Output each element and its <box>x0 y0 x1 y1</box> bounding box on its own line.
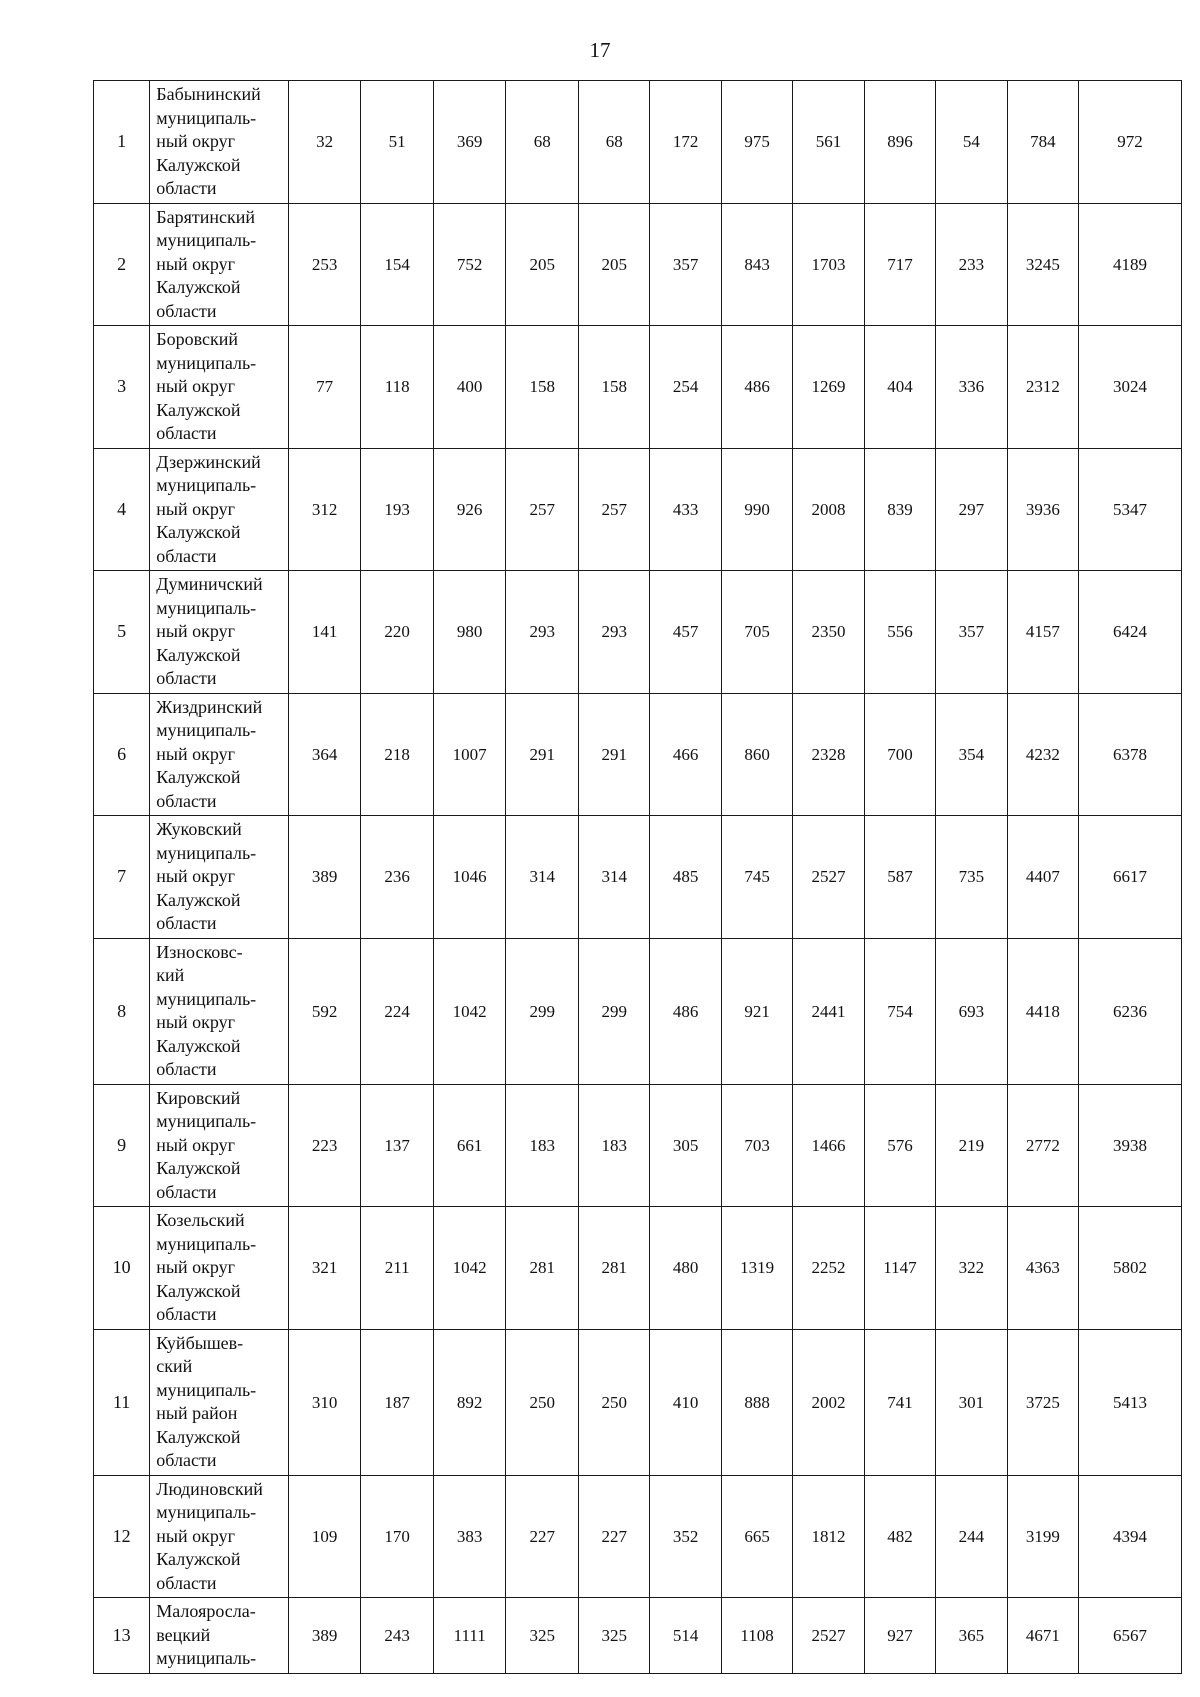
municipality-name-line: области <box>156 913 217 933</box>
value-cell: 3725 <box>1007 1329 1078 1475</box>
value-cell: 2350 <box>793 571 864 694</box>
value-cell: 3938 <box>1079 1084 1182 1207</box>
municipality-name-cell <box>150 571 289 694</box>
value-cell: 665 <box>721 1475 792 1598</box>
row-number-cell: 1 <box>94 81 150 204</box>
value-cell: 118 <box>361 326 434 449</box>
value-cell: 293 <box>506 571 579 694</box>
value-cell: 1703 <box>793 203 864 326</box>
municipality-name-cell <box>150 693 289 816</box>
row-number-cell: 8 <box>94 938 150 1084</box>
value-cell: 926 <box>433 448 506 571</box>
value-cell: 322 <box>936 1207 1007 1330</box>
data-table <box>93 80 1182 1674</box>
value-cell: 4157 <box>1007 571 1078 694</box>
value-cell: 4394 <box>1079 1475 1182 1598</box>
value-cell: 314 <box>578 816 649 939</box>
value-cell: 3199 <box>1007 1475 1078 1598</box>
value-cell: 141 <box>288 571 361 694</box>
municipality-name-line: муниципаль- <box>156 1502 257 1522</box>
value-cell: 223 <box>288 1084 361 1207</box>
value-cell: 735 <box>936 816 1007 939</box>
value-cell: 1042 <box>433 938 506 1084</box>
municipality-name-line: области <box>156 300 217 321</box>
value-cell: 281 <box>506 1207 579 1330</box>
value-cell: 2527 <box>793 816 864 939</box>
value-cell: 68 <box>578 81 649 204</box>
municipality-name-line: области <box>156 423 217 443</box>
value-cell: 839 <box>864 448 935 571</box>
row-number-cell: 4 <box>94 448 150 571</box>
value-cell: 310 <box>288 1329 361 1475</box>
value-cell: 741 <box>864 1329 935 1475</box>
municipality-name-line: Жуковский <box>156 819 242 839</box>
value-cell: 314 <box>506 816 579 939</box>
value-cell: 1046 <box>433 816 506 939</box>
municipality-name-line: области <box>156 178 217 198</box>
value-cell: 888 <box>721 1329 792 1475</box>
municipality-name-line: Калужской <box>156 1035 241 1056</box>
municipality-name-line: муниципаль- <box>156 107 257 128</box>
municipality-name-line: Калужской <box>156 889 241 910</box>
value-cell: 293 <box>578 571 649 694</box>
municipality-name-line: ный округ <box>156 253 236 274</box>
value-cell: 2772 <box>1007 1084 1078 1207</box>
municipality-name-line: Дзержинский <box>156 451 261 472</box>
value-cell: 183 <box>506 1084 579 1207</box>
municipality-name-line: ный округ <box>156 1134 236 1155</box>
table-row <box>94 1598 1182 1674</box>
row-number-cell: 11 <box>94 1329 150 1475</box>
value-cell: 299 <box>506 938 579 1084</box>
value-cell: 364 <box>288 693 361 816</box>
value-cell: 227 <box>506 1475 579 1598</box>
table-row <box>94 1207 1182 1330</box>
value-cell: 2441 <box>793 938 864 1084</box>
municipality-name-cell <box>150 1084 289 1207</box>
table-row <box>94 448 1182 571</box>
value-cell: 1269 <box>793 326 864 449</box>
value-cell: 1007 <box>433 693 506 816</box>
value-cell: 587 <box>864 816 935 939</box>
value-cell: 312 <box>288 448 361 571</box>
value-cell: 205 <box>578 203 649 326</box>
table-row <box>94 1329 1182 1475</box>
row-number-cell: 3 <box>94 326 150 449</box>
municipality-name-line: муниципаль- <box>156 352 257 373</box>
municipality-name-line: Калужской <box>156 522 241 542</box>
value-cell: 1111 <box>433 1598 506 1674</box>
municipality-name-line: Калужской <box>156 277 241 297</box>
value-cell: 257 <box>506 448 579 571</box>
municipality-name-line: Калужской <box>156 767 241 787</box>
value-cell: 187 <box>361 1329 434 1475</box>
municipality-name-cell <box>150 938 289 1084</box>
value-cell: 154 <box>361 203 434 326</box>
value-cell: 297 <box>936 448 1007 571</box>
value-cell: 5347 <box>1079 448 1182 571</box>
value-cell: 299 <box>578 938 649 1084</box>
value-cell: 365 <box>936 1598 1007 1674</box>
value-cell: 3936 <box>1007 448 1078 571</box>
table-row <box>94 203 1182 326</box>
value-cell: 717 <box>864 203 935 326</box>
municipality-name-line: Калужской <box>156 1280 241 1301</box>
value-cell: 5413 <box>1079 1329 1182 1475</box>
value-cell: 485 <box>650 816 721 939</box>
value-cell: 1147 <box>864 1207 935 1330</box>
municipality-name-cell <box>150 1475 289 1598</box>
municipality-name-line: Калужской <box>156 644 241 665</box>
row-number-cell: 10 <box>94 1207 150 1330</box>
value-cell: 170 <box>361 1475 434 1598</box>
value-cell: 990 <box>721 448 792 571</box>
value-cell: 77 <box>288 326 361 449</box>
municipality-name-line: ный округ <box>156 866 236 886</box>
value-cell: 3024 <box>1079 326 1182 449</box>
municipality-name-line: Износковс- <box>156 941 243 962</box>
table-body <box>94 81 1182 1674</box>
value-cell: 2002 <box>793 1329 864 1475</box>
value-cell: 218 <box>361 693 434 816</box>
municipality-name-line: Калужской <box>156 1158 241 1178</box>
row-number-cell: 6 <box>94 693 150 816</box>
municipality-name-line: области <box>156 790 217 811</box>
value-cell: 927 <box>864 1598 935 1674</box>
row-number-cell: 12 <box>94 1475 150 1598</box>
value-cell: 211 <box>361 1207 434 1330</box>
value-cell: 227 <box>578 1475 649 1598</box>
municipality-name-line: области <box>156 668 217 688</box>
municipality-name-line: муниципаль- <box>156 1233 257 1254</box>
value-cell: 754 <box>864 938 935 1084</box>
value-cell: 291 <box>578 693 649 816</box>
municipality-name-cell <box>150 1598 289 1674</box>
value-cell: 321 <box>288 1207 361 1330</box>
value-cell: 693 <box>936 938 1007 1084</box>
value-cell: 357 <box>936 571 1007 694</box>
value-cell: 745 <box>721 816 792 939</box>
value-cell: 892 <box>433 1329 506 1475</box>
value-cell: 1466 <box>793 1084 864 1207</box>
value-cell: 4671 <box>1007 1598 1078 1674</box>
page-number: 17 <box>589 38 611 62</box>
municipality-name-line: муниципаль- <box>156 597 257 618</box>
value-cell: 700 <box>864 693 935 816</box>
value-cell: 183 <box>578 1084 649 1207</box>
value-cell: 383 <box>433 1475 506 1598</box>
value-cell: 253 <box>288 203 361 326</box>
value-cell: 2008 <box>793 448 864 571</box>
municipality-name-line: области <box>156 1181 217 1202</box>
municipality-name-line: области <box>156 1450 217 1470</box>
table-row <box>94 1084 1182 1207</box>
value-cell: 224 <box>361 938 434 1084</box>
municipality-name-line: ный округ <box>156 498 236 519</box>
table-row <box>94 1475 1182 1598</box>
value-cell: 4232 <box>1007 693 1078 816</box>
municipality-name-line: Боровский <box>156 329 239 349</box>
municipality-name-line: муниципаль- <box>156 1648 257 1668</box>
value-cell: 486 <box>650 938 721 1084</box>
municipality-name-line: ный округ <box>156 1257 236 1277</box>
value-cell: 410 <box>650 1329 721 1475</box>
value-cell: 281 <box>578 1207 649 1330</box>
value-cell: 6424 <box>1079 571 1182 694</box>
value-cell: 137 <box>361 1084 434 1207</box>
municipality-name-line: муниципаль- <box>156 720 257 740</box>
value-cell: 325 <box>506 1598 579 1674</box>
value-cell: 556 <box>864 571 935 694</box>
value-cell: 980 <box>433 571 506 694</box>
value-cell: 4189 <box>1079 203 1182 326</box>
municipality-name-line: ный округ <box>156 1012 236 1032</box>
municipality-name-line: Козельский <box>156 1210 245 1230</box>
value-cell: 291 <box>506 693 579 816</box>
value-cell: 896 <box>864 81 935 204</box>
municipality-name-cell <box>150 1329 289 1475</box>
value-cell: 352 <box>650 1475 721 1598</box>
value-cell: 972 <box>1079 81 1182 204</box>
municipality-name-cell <box>150 326 289 449</box>
municipality-name-line: Барятинский <box>156 206 256 227</box>
value-cell: 4418 <box>1007 938 1078 1084</box>
value-cell: 921 <box>721 938 792 1084</box>
municipality-name-line: ный округ <box>156 376 236 396</box>
value-cell: 389 <box>288 1598 361 1674</box>
value-cell: 4363 <box>1007 1207 1078 1330</box>
value-cell: 1812 <box>793 1475 864 1598</box>
value-cell: 1319 <box>721 1207 792 1330</box>
municipality-name-line: Калужской <box>156 1426 241 1447</box>
value-cell: 576 <box>864 1084 935 1207</box>
value-cell: 5802 <box>1079 1207 1182 1330</box>
value-cell: 219 <box>936 1084 1007 1207</box>
value-cell: 592 <box>288 938 361 1084</box>
value-cell: 486 <box>721 326 792 449</box>
value-cell: 158 <box>506 326 579 449</box>
municipality-name-line: ный округ <box>156 131 236 151</box>
municipality-name-line: ный округ <box>156 1525 236 1546</box>
table-row <box>94 938 1182 1084</box>
municipality-name-line: области <box>156 1572 217 1593</box>
municipality-name-line: муниципаль- <box>156 842 257 863</box>
row-number-cell: 5 <box>94 571 150 694</box>
value-cell: 305 <box>650 1084 721 1207</box>
value-cell: 172 <box>650 81 721 204</box>
value-cell: 158 <box>578 326 649 449</box>
value-cell: 220 <box>361 571 434 694</box>
row-number-cell: 13 <box>94 1598 150 1674</box>
value-cell: 6567 <box>1079 1598 1182 1674</box>
value-cell: 466 <box>650 693 721 816</box>
row-number-cell: 7 <box>94 816 150 939</box>
value-cell: 236 <box>361 816 434 939</box>
value-cell: 457 <box>650 571 721 694</box>
value-cell: 54 <box>936 81 1007 204</box>
value-cell: 257 <box>578 448 649 571</box>
row-number-cell: 2 <box>94 203 150 326</box>
value-cell: 68 <box>506 81 579 204</box>
municipality-name-line: Думиничский <box>156 574 263 594</box>
value-cell: 2328 <box>793 693 864 816</box>
value-cell: 244 <box>936 1475 1007 1598</box>
value-cell: 233 <box>936 203 1007 326</box>
value-cell: 32 <box>288 81 361 204</box>
municipality-name-cell <box>150 81 289 204</box>
value-cell: 243 <box>361 1598 434 1674</box>
municipality-name-line: ный район <box>156 1403 238 1423</box>
table-row <box>94 571 1182 694</box>
value-cell: 389 <box>288 816 361 939</box>
value-cell: 205 <box>506 203 579 326</box>
value-cell: 354 <box>936 693 1007 816</box>
municipality-name-line: муниципаль- <box>156 1111 257 1131</box>
municipality-name-line: Людиновский <box>156 1478 263 1499</box>
value-cell: 705 <box>721 571 792 694</box>
municipality-name-line: Кировский <box>156 1087 241 1108</box>
value-cell: 843 <box>721 203 792 326</box>
value-cell: 3245 <box>1007 203 1078 326</box>
municipality-name-line: Малояросла- <box>156 1601 256 1621</box>
value-cell: 703 <box>721 1084 792 1207</box>
value-cell: 860 <box>721 693 792 816</box>
municipality-name-line: кий <box>156 965 185 985</box>
table-row <box>94 81 1182 204</box>
value-cell: 51 <box>361 81 434 204</box>
municipality-name-line: области <box>156 1059 217 1079</box>
value-cell: 975 <box>721 81 792 204</box>
value-cell: 2252 <box>793 1207 864 1330</box>
municipality-name-line: области <box>156 545 217 566</box>
value-cell: 254 <box>650 326 721 449</box>
value-cell: 357 <box>650 203 721 326</box>
municipality-name-cell <box>150 203 289 326</box>
municipality-name-line: муниципаль- <box>156 1379 257 1400</box>
value-cell: 514 <box>650 1598 721 1674</box>
value-cell: 784 <box>1007 81 1078 204</box>
value-cell: 561 <box>793 81 864 204</box>
municipality-name-line: ный округ <box>156 621 236 641</box>
municipality-name-line: муниципаль- <box>156 988 257 1009</box>
table-row <box>94 693 1182 816</box>
table-row <box>94 816 1182 939</box>
value-cell: 2527 <box>793 1598 864 1674</box>
value-cell: 6236 <box>1079 938 1182 1084</box>
value-cell: 433 <box>650 448 721 571</box>
value-cell: 301 <box>936 1329 1007 1475</box>
row-number-cell: 9 <box>94 1084 150 1207</box>
municipality-name-line: области <box>156 1304 217 1324</box>
municipality-name-line: Калужской <box>156 154 241 175</box>
value-cell: 752 <box>433 203 506 326</box>
value-cell: 480 <box>650 1207 721 1330</box>
table-row <box>94 326 1182 449</box>
value-cell: 6617 <box>1079 816 1182 939</box>
table-container <box>93 80 1182 1674</box>
municipality-name-line: муниципаль- <box>156 230 257 250</box>
municipality-name-line: Куйбышев- <box>156 1332 244 1353</box>
municipality-name-line: вецкий <box>156 1624 211 1645</box>
value-cell: 109 <box>288 1475 361 1598</box>
value-cell: 2312 <box>1007 326 1078 449</box>
value-cell: 325 <box>578 1598 649 1674</box>
municipality-name-cell <box>150 816 289 939</box>
value-cell: 6378 <box>1079 693 1182 816</box>
municipality-name-line: ский <box>156 1356 193 1376</box>
municipality-name-line: Жиздринский <box>156 696 263 717</box>
value-cell: 400 <box>433 326 506 449</box>
value-cell: 482 <box>864 1475 935 1598</box>
value-cell: 369 <box>433 81 506 204</box>
value-cell: 193 <box>361 448 434 571</box>
value-cell: 4407 <box>1007 816 1078 939</box>
value-cell: 1042 <box>433 1207 506 1330</box>
value-cell: 336 <box>936 326 1007 449</box>
value-cell: 404 <box>864 326 935 449</box>
municipality-name-line: ный округ <box>156 743 236 764</box>
municipality-name-cell <box>150 1207 289 1330</box>
municipality-name-cell <box>150 448 289 571</box>
value-cell: 661 <box>433 1084 506 1207</box>
municipality-name-line: Бабынинский <box>156 84 261 104</box>
municipality-name-line: муниципаль- <box>156 475 257 495</box>
value-cell: 1108 <box>721 1598 792 1674</box>
value-cell: 250 <box>578 1329 649 1475</box>
municipality-name-line: Калужской <box>156 1549 241 1569</box>
value-cell: 250 <box>506 1329 579 1475</box>
municipality-name-line: Калужской <box>156 399 241 420</box>
